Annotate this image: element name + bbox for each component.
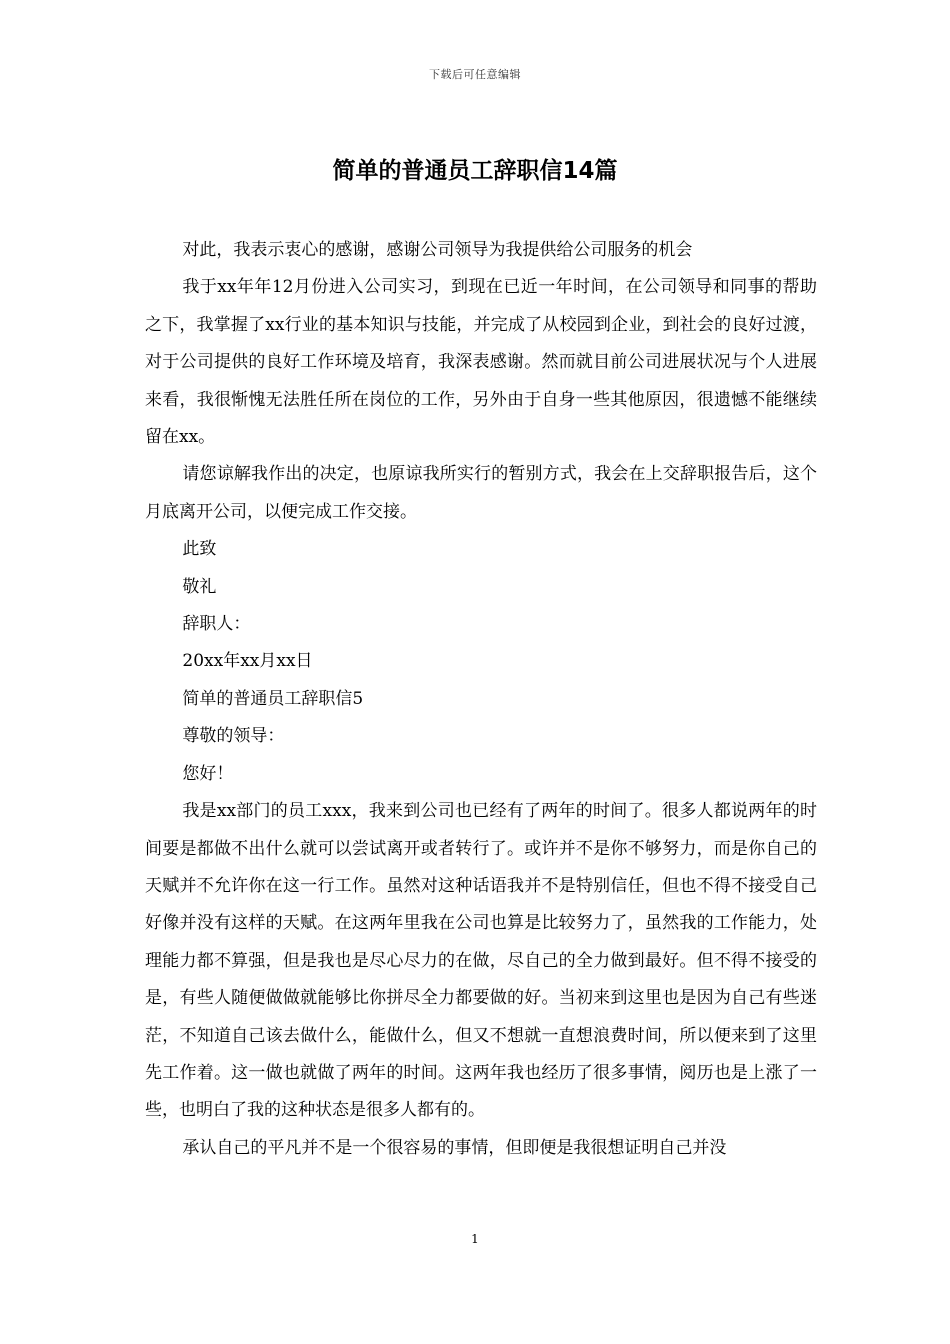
date-line: 20xx年xx月xx日 [182,651,313,672]
greeting-line: 尊敬的领导： [182,726,285,747]
header-note: 下载后可任意编辑 [429,68,521,81]
paragraph: 承认自己的平凡并不是一个很容易的事情，但即便是我很想证明自己并没 [182,1137,727,1158]
closing-regards: 敬礼 [182,576,217,597]
document-title: 简单的普通员工辞职信14篇 [332,158,618,184]
paragraph: 请您谅解我作出的决定，也原谅我所实行的暂别方式，我会在上交辞职报告后，这个月底离开公司，以便完成工作交接。 [145,464,817,522]
paragraph: 我于xx年年12月份进入公司实习，到现在已近一年时间，在公司领导和同事的帮助之下，我掌握了xx行业的基本知识与技能，并完成了从校园到企业，到社会的良好过渡，对于公司提供的良好工作环境及培育，我深表感谢。然而就目前公司进展状况与个人进展来看，我很惭愧无法胜任所在岗位的工作，另外由于自身一些其他原因，很遗憾不能继续留在xx。 [145,277,817,448]
section-heading: 简单的普通员工辞职信5 [182,688,364,709]
closing-salutation: 此致 [182,539,217,560]
document-body [145,232,817,1167]
paragraph: 对此，我表示衷心的感谢，感谢公司领导为我提供给公司服务的机会 [182,240,693,260]
page-number: 1 [471,1232,479,1246]
greeting-line: 您好！ [182,763,234,784]
signature-line: 辞职人： [182,614,251,635]
paragraph: 我是xx部门的员工xxx，我来到公司也已经有了两年的时间了。很多人都说两年的时间要是都做不出什么就可以尝试离开或者转行了。或许并不是你不够努力，而是你自己的天赋并不允许你在这一行工作。虽然对这种话语我并不是特别信任，但也不得不接受自己好像并没有这样的天赋。在这两年里我在公司也算是比较努力了，虽然我的工作能力，处理能力都不算强，但是我也是尽心尽力的在做，尽自己的全力做到最好。但不得不接受的是，有些人随便做做就能够比你拼尽全力都要做的好。当初来到这里也是因为自己有些迷茫，不知道自己该去做什么，能做什么，但又不想就一直想浪费时间，所以便来到了这里先工作着。这一做也就做了两年的时间。这两年我也经历了很多事情，阅历也是上涨了一些，也明白了我的这种状态是很多人都有的。 [145,801,817,1121]
